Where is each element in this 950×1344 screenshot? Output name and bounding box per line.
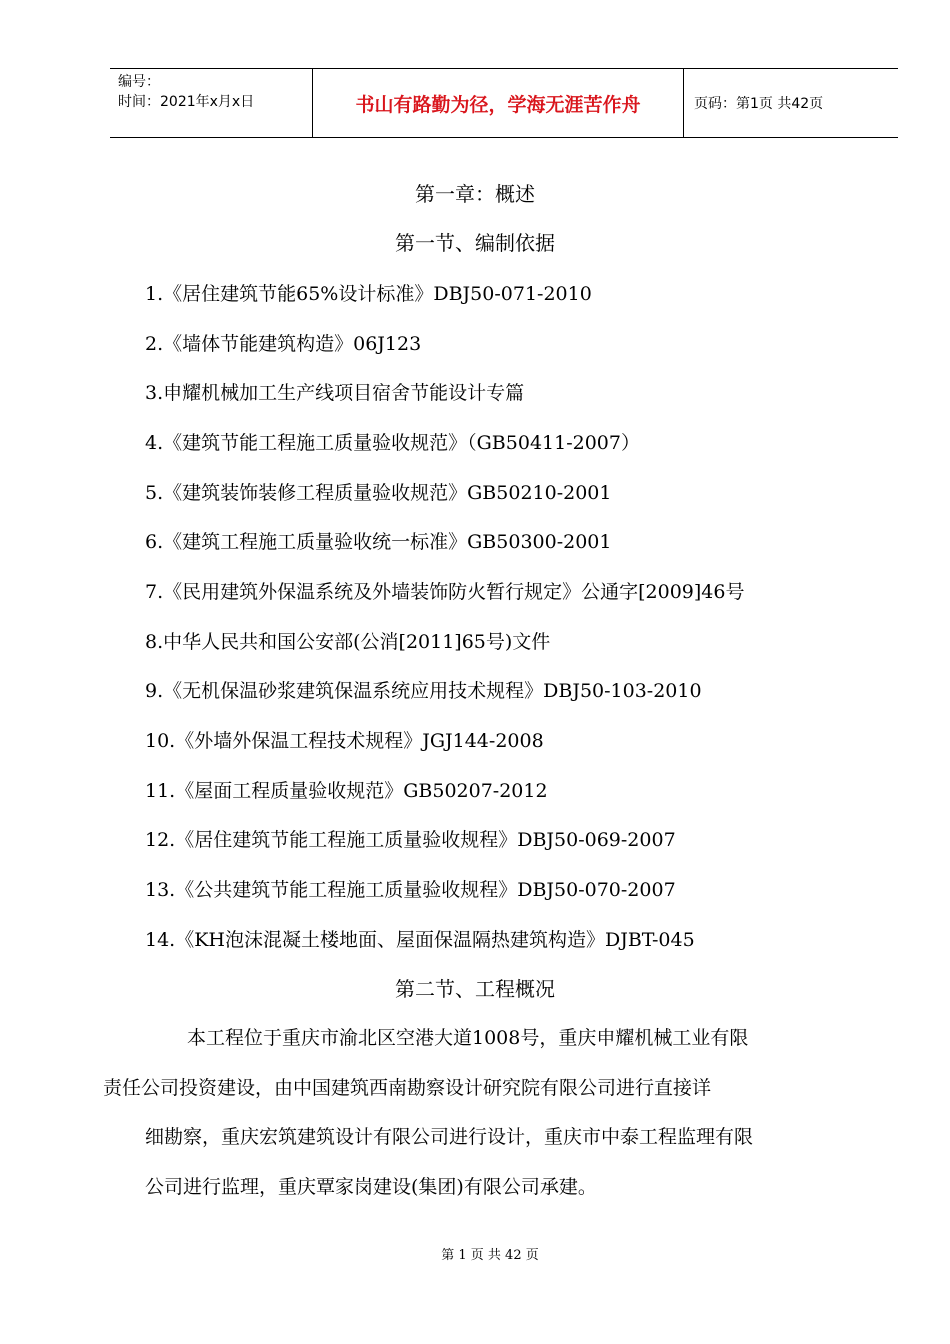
- section-title-overview: 第二节、工程概况: [395, 977, 555, 1001]
- list-item: 9.《无机保温砂浆建筑保温系统应用技术规程》DBJ50-103-2010: [145, 680, 702, 702]
- list-item: 13.《公共建筑节能工程施工质量验收规程》DBJ50-070-2007: [145, 879, 676, 901]
- header-page-info: [684, 69, 898, 137]
- paragraph-line: 本工程位于重庆市渝北区空港大道1008号，重庆申耀机械工业有限: [187, 1027, 749, 1049]
- header-meta: [110, 69, 312, 137]
- section-title-basis: 第一节、编制依据: [395, 231, 555, 255]
- list-item: 7.《民用建筑外保温系统及外墙装饰防火暂行规定》公通字[2009]46号: [145, 581, 745, 603]
- list-item: 14.《KH泡沫混凝土楼地面、屋面保温隔热建筑构造》DJBT-045: [145, 929, 695, 951]
- page-header: [110, 68, 898, 138]
- list-item: 11.《屋面工程质量验收规范》GB50207-2012: [145, 780, 548, 802]
- list-item: 8.中华人民共和国公安部(公消[2011]65号)文件: [145, 631, 551, 653]
- list-item: 12.《居住建筑节能工程施工质量验收规程》DBJ50-069-2007: [145, 829, 676, 851]
- motto-text: 书山有路勤为径，学海无涯苦作舟: [355, 93, 641, 116]
- paragraph-line: 公司进行监理，重庆覃家岗建设(集团)有限公司承建。: [145, 1175, 597, 1198]
- list-item: 1.《居住建筑节能65%设计标准》DBJ50-071-2010: [145, 283, 592, 305]
- paragraph-line: 细勘察，重庆宏筑建筑设计有限公司进行设计，重庆市中泰工程监理有限: [145, 1126, 754, 1148]
- list-item: 4.《建筑节能工程施工质量验收规范》（GB50411-2007）: [145, 432, 640, 454]
- list-item: 5.《建筑装饰装修工程质量验收规范》GB50210-2001: [145, 482, 612, 504]
- list-item: 10.《外墙外保温工程技术规程》JGJ144-2008: [145, 730, 544, 752]
- document-time-label: 时间：2021年x月x日: [118, 94, 255, 110]
- page-info-text: 页码：第1页 共42页: [694, 96, 824, 112]
- paragraph-line: 责任公司投资建设，由中国建筑西南勘察设计研究院有限公司进行直接详: [103, 1076, 712, 1099]
- list-item: 3.申耀机械加工生产线项目宿舍节能设计专篇: [145, 382, 525, 404]
- list-item: 2.《墙体节能建筑构造》06J123: [145, 333, 422, 355]
- overview-paragraph: [103, 1014, 870, 1212]
- chapter-title: 第一章：概述: [415, 182, 535, 206]
- list-item: 6.《建筑工程施工质量验收统一标准》GB50300-2001: [145, 531, 612, 553]
- header-motto: [312, 69, 684, 137]
- page-footer: 第 1 页 共 42 页: [441, 1248, 539, 1263]
- document-number-label: 编号：: [118, 74, 160, 90]
